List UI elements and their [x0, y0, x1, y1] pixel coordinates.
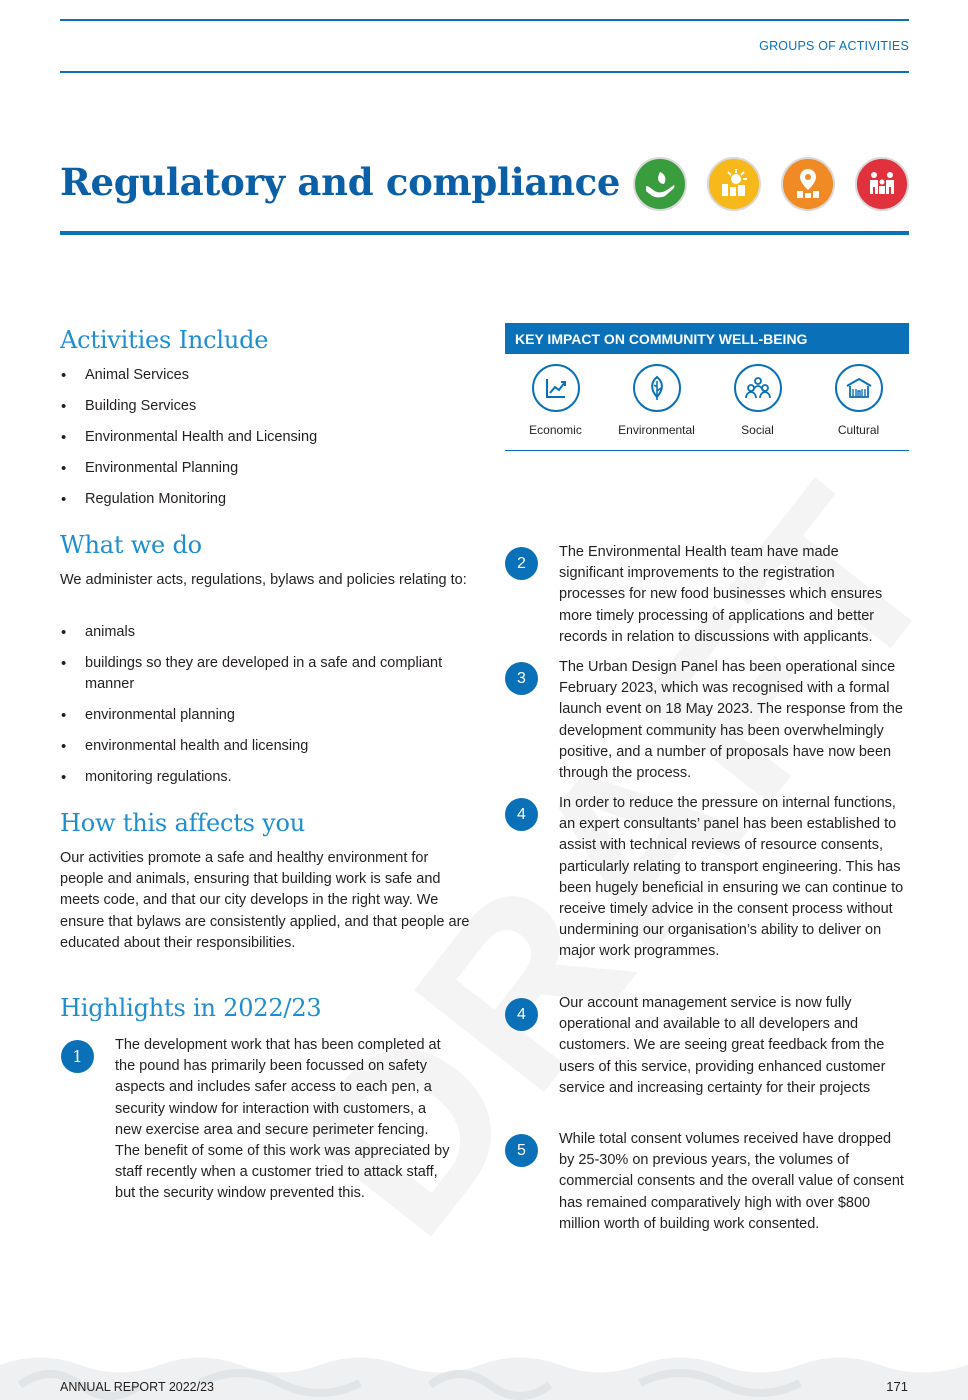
list-item: • Building Services — [60, 396, 480, 417]
location-pin-city-icon — [781, 157, 835, 211]
highlight-number-badge: 1 — [61, 1040, 94, 1073]
key-impact-label: Social — [741, 423, 774, 437]
footer-report-title: ANNUAL REPORT 2022/23 — [60, 1380, 215, 1394]
activities-list — [60, 365, 480, 520]
wellbeing-badges — [633, 157, 909, 211]
list-item: • Animal Services — [60, 365, 480, 386]
top-rule — [60, 19, 909, 21]
list-item: • monitoring regulations. — [60, 767, 470, 788]
key-impact-economic — [505, 364, 606, 437]
highlight-text: In order to reduce the pressure on internal functions, an expert consultants’ panel has been established to assist with technical reviews of resource consents, particularly relating to transport engineering. This has been hugely beneficial in ensuring we can continue to receive timely advice in the consent process without undermining our organisation’s ability to deliver on major work programmes. — [559, 795, 904, 960]
people-group-icon — [734, 364, 782, 412]
what-we-do-intro: We administer acts, regulations, bylaws and policies relating to: — [60, 572, 467, 588]
list-item: • environmental health and licensing — [60, 736, 470, 757]
activities-heading: Activities Include — [60, 326, 269, 354]
title-rule — [60, 231, 909, 235]
highlight-number-badge: 4 — [505, 998, 538, 1031]
highlight-text: While total consent volumes received have dropped by 25-30% on previous years, the volumes of commercial consents and the overall value of consent has remained comparatively high with over $800 million worth of building work consented. — [559, 1131, 904, 1232]
key-impact-cultural — [808, 364, 909, 437]
highlights-heading: Highlights in 2022/23 — [60, 994, 322, 1022]
leaf-icon — [633, 364, 681, 412]
highlight-number-badge: 2 — [505, 547, 538, 580]
section-label: GROUPS OF ACTIVITIES — [759, 39, 909, 53]
page-title: Regulatory and compliance — [60, 160, 621, 204]
list-item: • Environmental Health and Licensing — [60, 427, 480, 448]
key-impact-rule — [505, 450, 909, 451]
highlight-text: Our account management service is now fully operational and available to all developers and customers. We are seeing great feedback from the users of this service, providing enhanced customer service and increasing certainty for their projects — [559, 995, 886, 1096]
highlight-number-badge: 3 — [505, 662, 538, 695]
highlight-text: The Environmental Health team have made significant improvements to the registration processes for new food businesses which ensures more timely processing of applications and better records in relation to discussions with applicants. — [559, 544, 883, 645]
key-impact-environmental — [606, 364, 707, 437]
key-impact-panel — [505, 323, 909, 451]
sun-city-icon — [707, 157, 761, 211]
how-affects-heading: How this affects you — [60, 809, 306, 837]
growth-chart-icon — [532, 364, 580, 412]
highlight-number-badge: 4 — [505, 798, 538, 831]
key-impact-social — [707, 364, 808, 437]
key-impact-label: Cultural — [837, 423, 880, 437]
key-impact-header: KEY IMPACT ON COMMUNITY WELL-BEING — [505, 323, 909, 354]
what-we-do-list — [60, 622, 470, 798]
list-item: • animals — [60, 622, 470, 643]
highlight-text: The development work that has been completed at the pound has primarily been focussed on safety aspects and includes safer access to each pen, a security window for interaction with customers, a new exercise area and secure perimeter fencing. The benefit of some of this work was appreciated by staff recently when a customer tried to attack staff, but the security window prevented this. — [115, 1037, 450, 1202]
how-affects-text: Our activities promote a safe and healthy environment for people and animals, ensuring that building work is safe and meets code, and that our city develops in the right way. We ensure that bylaws are consistently applied, and that people are educated about their responsibilities. — [60, 850, 470, 951]
list-item: • environmental planning — [60, 705, 470, 726]
header-rule — [60, 71, 909, 73]
highlight-text: The Urban Design Panel has been operational since February 2023, which was recognised with a formal launch event on 18 May 2023. The response from the development community has been overwhelmingly positive, and a number of proposals have now been through the process. — [559, 659, 903, 782]
page-number: 171 — [886, 1379, 908, 1394]
family-icon — [855, 157, 909, 211]
hands-leaf-icon — [633, 157, 687, 211]
list-item: • buildings so they are developed in a safe and compliant manner — [60, 653, 470, 695]
list-item: • Regulation Monitoring — [60, 489, 480, 510]
key-impact-label: Environmental — [618, 423, 695, 437]
key-impact-label: Economic — [529, 423, 582, 437]
list-item: • Environmental Planning — [60, 458, 480, 479]
highlight-number-badge: 5 — [505, 1134, 538, 1167]
meeting-house-icon — [835, 364, 883, 412]
what-we-do-heading: What we do — [60, 531, 202, 559]
